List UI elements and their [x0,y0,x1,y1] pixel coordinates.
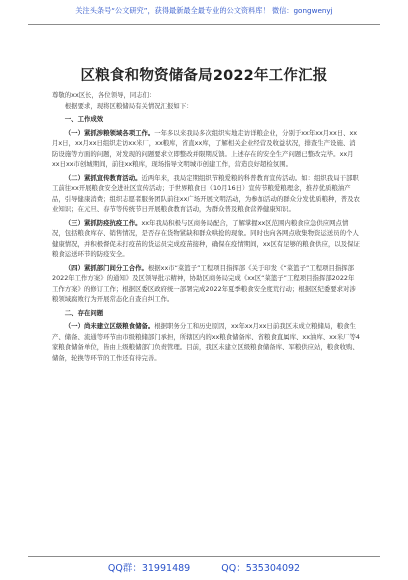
section-heading-achievements: 一、工作成效 [64,115,104,123]
item-label: （一）紧抓涉粮领域各项工作。 [64,128,155,137]
issue-label: （一）尚未建立区级粮食储备。 [64,322,155,330]
intro-paragraph: 根据要求，现将区粮储局有关情况汇报如下： [64,101,193,110]
item-text: 根据xx市“菜篮子”工程项目指挥部《关于印发《“菜篮子”工程项目指挥部2022年工作方案》的通知》及区领导批示精神，协助区商务局完成《xx区“菜篮子”工程项目指挥部2022年工作方案》的修订工作；根据区委区政府统一部署完成2022年夏季粮食安全度荒行动；根据区纪委要求对涉粮领域腐败行为开展常态化自查自纠工作。 [52,263,356,303]
top-divider [28,24,380,25]
top-banner: 关注头条号“公文研究”，获得最新最全最专业的公文资料库！ 微信：gongwenyj [75,6,333,15]
section-heading-problems: 二、存在问题 [64,308,104,317]
issue-text: 根据职务分工和历史原因，xx年xx月xx日前我区未成立粮储局，粮食生产、储备、流通等环节由市级粮储部门承担，所辖区内的xx粮食储备库、省粮食直属库、xx油库、xx米厂等4家粮食储备单位，皆由上级粮储部门负责管理。目前，我区未建立区级粮食储备库、军粮供应站，粮食收购、储备，轮换等环节的工作还有待完善。 [52,322,360,362]
footer-contact [0,560,408,574]
item-label: （二）紧抓宣传教育活动。 [64,173,142,182]
paragraph-item-4 [52,263,360,305]
document-title: 区粮食和物资储备局2022年工作汇报 [80,68,328,84]
item-label: （四）紧抓部门间分工合作。 [64,263,148,272]
paragraph-issue-1 [52,321,360,363]
qq-number: QQ：535304092 [221,563,301,574]
paragraph-item-3 [52,218,360,260]
item-text: 近两年来，我局定期组织节粮爱粮的科普教育宣传活动。如：组织我局干部职工前往xx开展粮食安全进社区宣传活动；于世界粮食日（10月16日）宣传节粮爱粮理念，推荐优质粮油产品，引导健康消费；组织志愿者服务团队前往xx广场开展文明活动，为参加活动的群众分发优质粮种，普及农业知识；在元旦、春节等传统节日开展粮食教育活动，为群众普及粮食营养健康知识。 [52,173,360,213]
item-text: 一年多以来我局多次组织实地走访详粮企业，分别于xx年xx月xx日、xx月x日，xx月xx日组织走访xx米厂，xx粮库，省直xx库，了解相关企业经营及收益状况，排查生产设施、消防设施等方面的问题，对发现的问题要求立即整改并限期反馈。上述存在的安全生产问题已整改完毕。xx月xx日xx市创城期间，前往xx粮库，现场指导文明城市创建工作，营造良好超检氛围。 [52,128,358,168]
document-body [52,88,360,363]
bottom-divider [28,556,380,557]
paragraph-item-2 [52,173,360,215]
item-label: （三）紧抓防疫抗疫工作。 [64,218,142,227]
item-text: xx年我局积极与区商务局配合，了解掌握xx区范围内粮食应急供应网点情况，包括粮食库存、销售情况，是否存在货物紧缺和群众哄抢的现象。同时也向各网点收集物资运送员的个人健康情况，并积极督促未打疫苗的货运员完成疫苗接种，确保在疫情期间，xx区有足够的粮食供应，以及保证粮食运送环节的防疫安全。 [52,218,360,258]
paragraph-item-1 [52,128,360,170]
qq-group: QQ群：31991489 [107,563,191,574]
salutation: 尊敬的xx区长，各位领导，同志们： [52,91,156,99]
